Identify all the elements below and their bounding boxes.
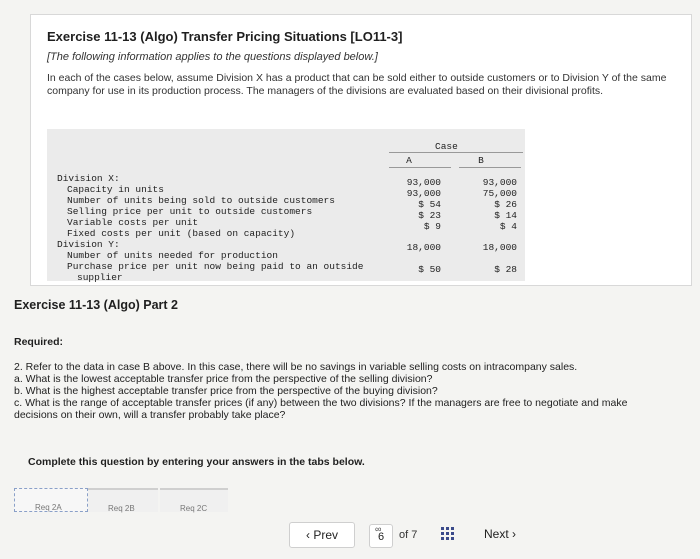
row-label: Number of units needed for production — [67, 250, 278, 261]
row-value-b: 93,000 — [482, 177, 517, 188]
part-title: Exercise 11-13 (Algo) Part 2 — [14, 298, 178, 312]
row-value-a: 93,000 — [406, 177, 441, 188]
question-c-continued: decisions on their own, will a transfer probably take place? — [14, 409, 286, 421]
chevron-right-icon: › — [512, 527, 517, 541]
next-button[interactable] — [467, 522, 533, 546]
prev-button[interactable] — [289, 522, 355, 548]
tab-label: Req 2C — [180, 504, 208, 513]
pagination — [289, 522, 537, 548]
tab-label: Req 2B — [108, 504, 135, 513]
row-label: Number of units being sold to outside customers — [67, 195, 335, 206]
row-label: Division X: — [57, 173, 120, 184]
chevron-left-icon: ‹ — [305, 528, 310, 542]
case-a-header: A — [406, 155, 412, 166]
question-b: b. What is the highest acceptable transfer price from the perspective of the buying division? — [14, 385, 438, 397]
case-b-header: B — [478, 155, 484, 166]
row-value-b: $ 26 — [494, 199, 517, 210]
next-label: Next — [483, 527, 509, 541]
question-intro: 2. Refer to the data in case B above. In this case, there will be no savings in variable selling costs on intracompany sales. — [14, 361, 578, 373]
row-value-b: 18,000 — [482, 242, 517, 253]
row-value-a: 93,000 — [406, 188, 441, 199]
exercise-title: Exercise 11-13 (Algo) Transfer Pricing Situations [LO11-3] — [47, 29, 403, 44]
intro-text: In each of the cases below, assume Division X has a product that can be sold either to outside customers or to Division Y of the same company for use in its production process. The managers of the divisions are evaluated based on their divisional profits. — [47, 72, 667, 97]
grid-icon[interactable] — [441, 527, 455, 541]
tab-label: Req 2A — [35, 503, 62, 512]
row-label: Selling price per unit to outside customers — [67, 206, 313, 217]
row-value-a: $ 9 — [423, 221, 441, 232]
col-a-divider — [389, 167, 451, 168]
case-header: Case — [435, 141, 458, 152]
tab-req-2a[interactable] — [14, 488, 88, 512]
row-value-b: $ 4 — [499, 221, 517, 232]
row-value-a: $ 54 — [418, 199, 441, 210]
question-a: a. What is the lowest acceptable transfer price from the perspective of the selling division? — [14, 373, 433, 385]
row-label: supplier — [77, 272, 123, 283]
row-value-a: 18,000 — [406, 242, 441, 253]
page-number-value: 6 — [377, 531, 385, 543]
row-value-b: $ 28 — [494, 264, 517, 275]
row-label: Purchase price per unit now being paid to an outside — [67, 261, 364, 272]
question-c: c. What is the range of acceptable transfer prices (if any) between the two divisions? If the managers are free to negotiate and make — [14, 397, 628, 409]
page-number[interactable] — [369, 524, 393, 548]
required-label: Required: — [14, 336, 64, 348]
col-b-divider — [459, 167, 521, 168]
row-label: Capacity in units — [67, 184, 164, 195]
case-divider — [389, 152, 523, 153]
prev-label: Prev — [313, 528, 339, 542]
row-label: Fixed costs per unit (based on capacity) — [67, 228, 296, 239]
link-icon: ∞ — [375, 524, 382, 534]
row-label: Variable costs per unit — [67, 217, 199, 228]
row-value-b: $ 14 — [494, 210, 517, 221]
answer-tabs — [14, 488, 228, 513]
info-note: [The following information applies to the questions displayed below.] — [47, 51, 378, 63]
tab-req-2c[interactable] — [160, 488, 228, 512]
page-count: of 7 — [399, 529, 418, 541]
data-table — [47, 129, 525, 281]
complete-instruction: Complete this question by entering your answers in the tabs below. — [28, 456, 365, 468]
tab-req-2b[interactable] — [88, 488, 158, 512]
problem-card — [30, 14, 692, 286]
row-value-b: 75,000 — [482, 188, 517, 199]
row-value-a: $ 23 — [418, 210, 441, 221]
row-value-a: $ 50 — [418, 264, 441, 275]
row-label: Division Y: — [57, 239, 120, 250]
